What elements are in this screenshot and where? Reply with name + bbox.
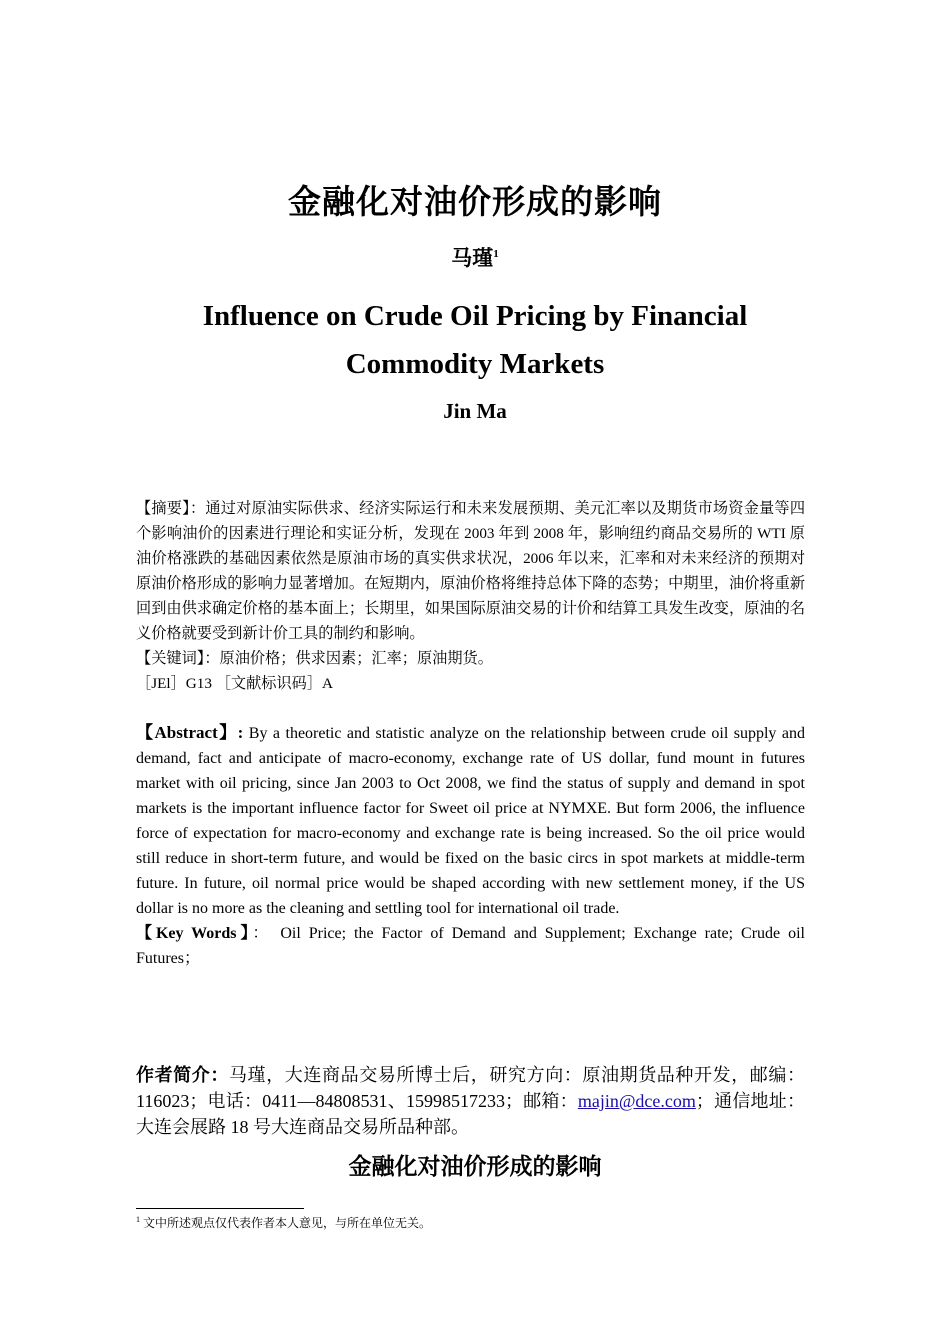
author-bio-text: 马瑾，大连商品交易所博士后，研究方向：原油期货品种开发，邮编：116023；电话：0411—84808531、15998517233；邮箱： xyxy=(136,1065,805,1111)
author-chinese xyxy=(0,242,950,272)
author-bio xyxy=(136,1062,805,1140)
title-english-line-1: Influence on Crude Oil Pricing by Financial xyxy=(202,300,748,332)
keywords-english-text: ： Oil Price; the Factor of Demand and Supplement; Exchange rate; Crude oil Futures； xyxy=(136,925,805,967)
author-english: Jin Ma xyxy=(443,399,507,423)
abstract-chinese xyxy=(136,496,805,646)
keywords-english-label: 【Key Words】 xyxy=(136,925,253,942)
keywords-chinese-text: ：原油价格；供求因素；汇率；原油期货。 xyxy=(204,650,493,667)
abstract-english-label: 【Abstract】: xyxy=(136,723,244,742)
paper-title-chinese: 金融化对油价形成的影响 xyxy=(288,185,662,221)
author-name-chinese: 马瑾 xyxy=(451,246,494,270)
footnote-text: 文中所述观点仅代表作者本人意见，与所在单位无关。 xyxy=(140,1216,432,1230)
abstract-chinese-label: 【摘要】 xyxy=(136,500,190,517)
footnote-mark[interactable]: 1 xyxy=(493,248,499,260)
email-link[interactable]: majin@dce.com xyxy=(577,1091,696,1111)
classification-codes: ［JEl］G13 ［文献标识码］A xyxy=(136,675,334,692)
paper-title-english xyxy=(0,292,950,388)
title-english-line-2: Commodity Markets xyxy=(345,348,605,380)
footnote-number: 1 xyxy=(136,1215,140,1224)
footnote xyxy=(136,1214,431,1231)
abstract-chinese-text: ：通过对原油实际供求、经济实际运行和未来发展预期、美元汇率以及期货市场资金量等四个影响油价的因素进行理论和实证分析，发现在 2003 年到 2008 年，影响纽约商品交易所的 WTI 原油价格涨跌的基础因素依然是原油市场的真实供求状况，2006 年以来，汇率和对未来经济的预期对原油价格形成的影响力显著增加。在短期内，原油价格将维持总体下降的态势；中期里，油价将重新回到由供求确定价格的基本面上；长期里，如果国际原油交易的计价和结算工具发生改变，原油的名义价格就要受到新计价工具的制约和影响。 xyxy=(136,500,806,642)
keywords-english xyxy=(136,921,805,971)
abstract-english-section xyxy=(136,720,805,971)
author-bio-address: ；通信地址：大连会展路 18 号大连商品交易所品种部。 xyxy=(136,1091,805,1137)
keywords-chinese-label: 【关键词】 xyxy=(136,650,205,667)
abstract-english-text: By a theoretic and statistic analyze on the relationship between crude oil supply and demand, fact and anticipate of macro-economy, exchange rate of US dollar, fund mount in futures market with oil pricing, since Jan 2003 to Oct 2008, we find the status of supply and demand in spot markets is the important influence factor for Sweet oil price at NYMXE. But form 2006, the influence force of expectation for macro-economy and exchange rate is being increased. So the oil price would still reduce in short-term future, and would be fixed on the basic circs in spot markets at middle-term future. In future, oil normal price would be shaped according with new settlement money, if the US dollar is no more as the cleaning and settling tool for international oil trade. xyxy=(136,725,806,917)
footnote-divider xyxy=(136,1208,304,1209)
keywords-chinese xyxy=(136,646,805,671)
abstract-chinese-section xyxy=(136,496,805,696)
abstract-english xyxy=(136,720,805,921)
section-heading: 金融化对油价形成的影响 xyxy=(348,1154,602,1179)
author-bio-label: 作者简介： xyxy=(136,1065,229,1085)
